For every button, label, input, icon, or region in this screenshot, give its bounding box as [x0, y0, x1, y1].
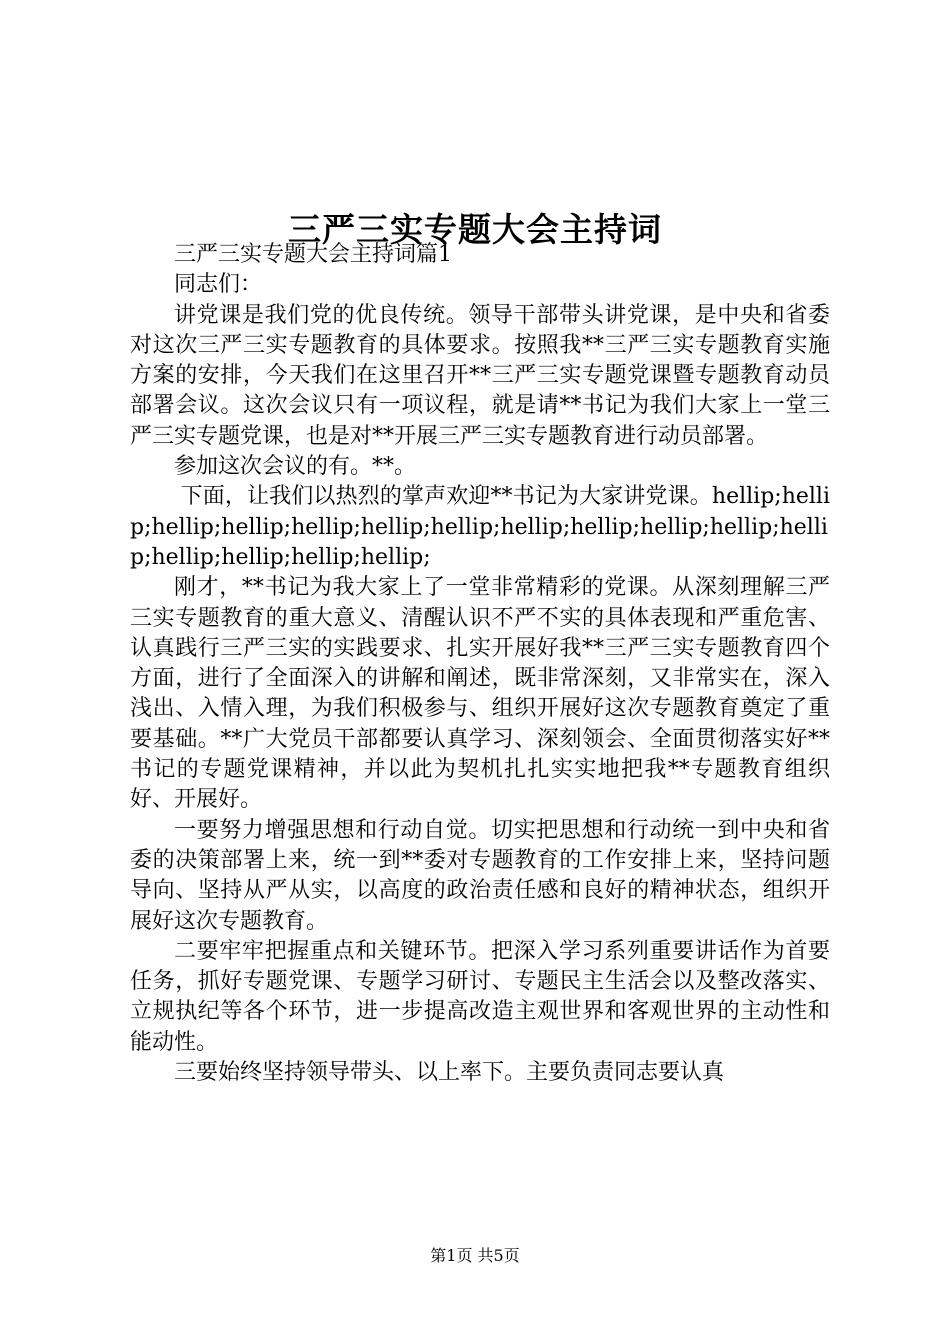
paragraph-intro: 讲党课是我们党的优良传统。领导干部带头讲党课，是中央和省委对这次三严三实专题教育的具体要求。按照我**三严三实专题教育实施方案的安排，今天我们在这里召开**三严三实专题党课暨专题教育动员部署会议。这次会议只有一项议程，就是请**书记为我们大家上一堂三严三实专题党课，也是对**开展三严三实专题教育进行动员部署。 — [130, 302, 830, 449]
paragraph-attendees: 参加这次会议的有。**。 — [174, 454, 417, 480]
paragraph-welcome: 下面，让我们以热烈的掌声欢迎**书记为大家讲党课。hellip;hellip;hellip;hellip;hellip;hellip;hellip;hellip;hellip;hellip;hellip;hellip;hellip;hellip;hellip;hellip; — [130, 484, 830, 570]
document-title: 三严三实专题大会主持词 — [288, 210, 662, 250]
paragraph-point-two: 二要牢牢把握重点和关键环节。把深入学习系列重要讲话作为首要任务，抓好专题党课、专题学习研讨、专题民主生活会以及整改落实、立规执纪等各个环节，进一步提高改造主观世界和客观世界的主动性和能动性。 — [130, 938, 830, 1055]
salutation: 同志们： — [174, 272, 263, 298]
paragraph-point-one: 一要努力增强思想和行动自觉。切实把思想和行动统一到中央和省委的决策部署上来，统一到**委对专题教育的工作安排上来，坚持问题导向、坚持从严从实，以高度的政治责任感和良好的精神状态，组织开展好这次专题教育。 — [130, 817, 830, 934]
section-heading: 三严三实专题大会主持词篇1 — [174, 242, 452, 267]
paragraph-point-three: 三要始终坚持领导带头、以上率下。主要负责同志要认真 — [174, 1060, 725, 1086]
document-body — [130, 240, 830, 1088]
page-number-footer: 第1页 共5页 — [430, 1246, 520, 1265]
paragraph-summary: 刚才，**书记为我大家上了一堂非常精彩的党课。从深刻理解三严三实专题教育的重大意义、清醒认识不严不实的具体表现和严重危害、认真践行三严三实的实践要求、扎实开展好我**三严三实专题教育四个方面，进行了全面深入的讲解和阐述，既非常深刻，又非常实在，深入浅出、入情入理，为我们积极参与、组织开展好这次专题教育奠定了重要基础。**广大党员干部都要认真学习、深刻领会、全面贯彻落实好**书记的专题党课精神，并以此为契机扎扎实实地把我**专题教育组织好、开展好。 — [130, 575, 830, 813]
